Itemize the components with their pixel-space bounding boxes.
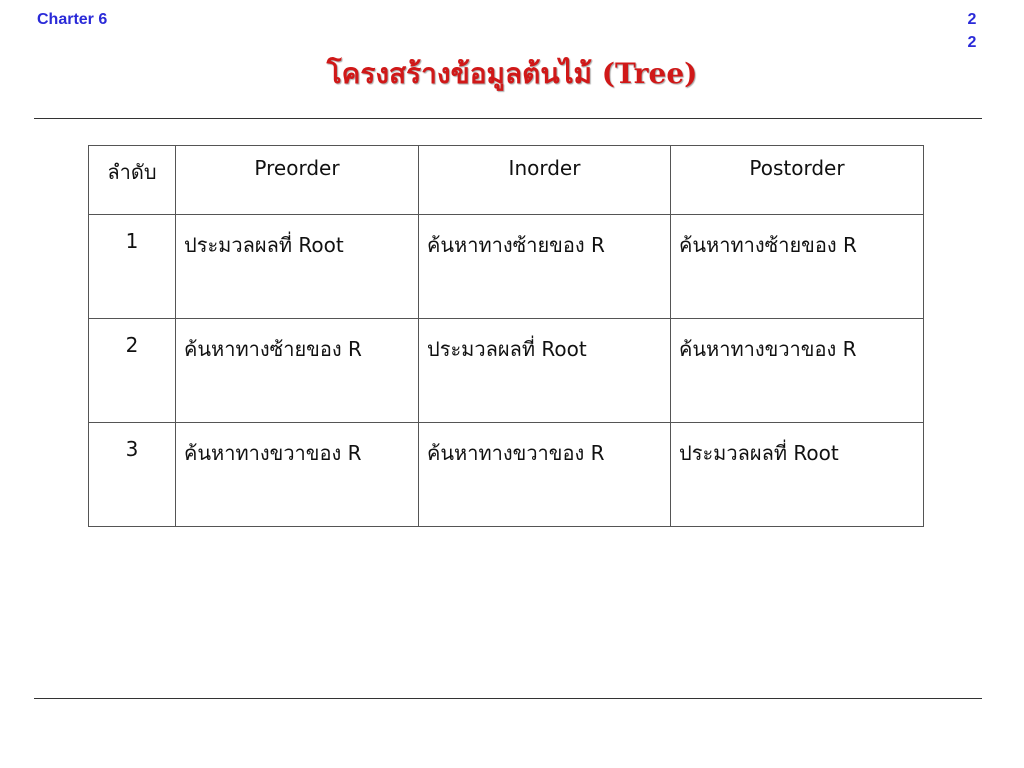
chapter-label: Charter 6 [37,11,108,28]
table-header-row [89,146,924,215]
preorder-cell: ค้นหาทางขวาของ R [176,423,419,527]
row-order-cell: 3 [89,423,176,527]
header-order: ลำดับ [89,146,176,215]
row-order-cell: 1 [89,215,176,319]
slide-title: โครงสร้างข้อมูลต้นไม้ (Tree) [326,57,698,90]
page-number [962,8,982,54]
header-inorder: Inorder [419,146,671,215]
top-divider [34,118,982,119]
header-preorder: Preorder [176,146,419,215]
inorder-cell: ค้นหาทางซ้ายของ R [419,215,671,319]
inorder-cell: ค้นหาทางขวาของ R [419,423,671,527]
traversal-table [88,145,924,527]
header-postorder: Postorder [671,146,924,215]
table-row [89,423,924,527]
preorder-cell: ค้นหาทางซ้ายของ R [176,319,419,423]
page-number-line2: 2 [967,34,977,51]
table-row [89,319,924,423]
preorder-cell: ประมวลผลที่ Root [176,215,419,319]
table-row [89,215,924,319]
bottom-divider [34,698,982,699]
postorder-cell: ค้นหาทางซ้ายของ R [671,215,924,319]
row-order-cell: 2 [89,319,176,423]
postorder-cell: ประมวลผลที่ Root [671,423,924,527]
page-number-line1: 2 [967,11,977,28]
inorder-cell: ประมวลผลที่ Root [419,319,671,423]
postorder-cell: ค้นหาทางขวาของ R [671,319,924,423]
